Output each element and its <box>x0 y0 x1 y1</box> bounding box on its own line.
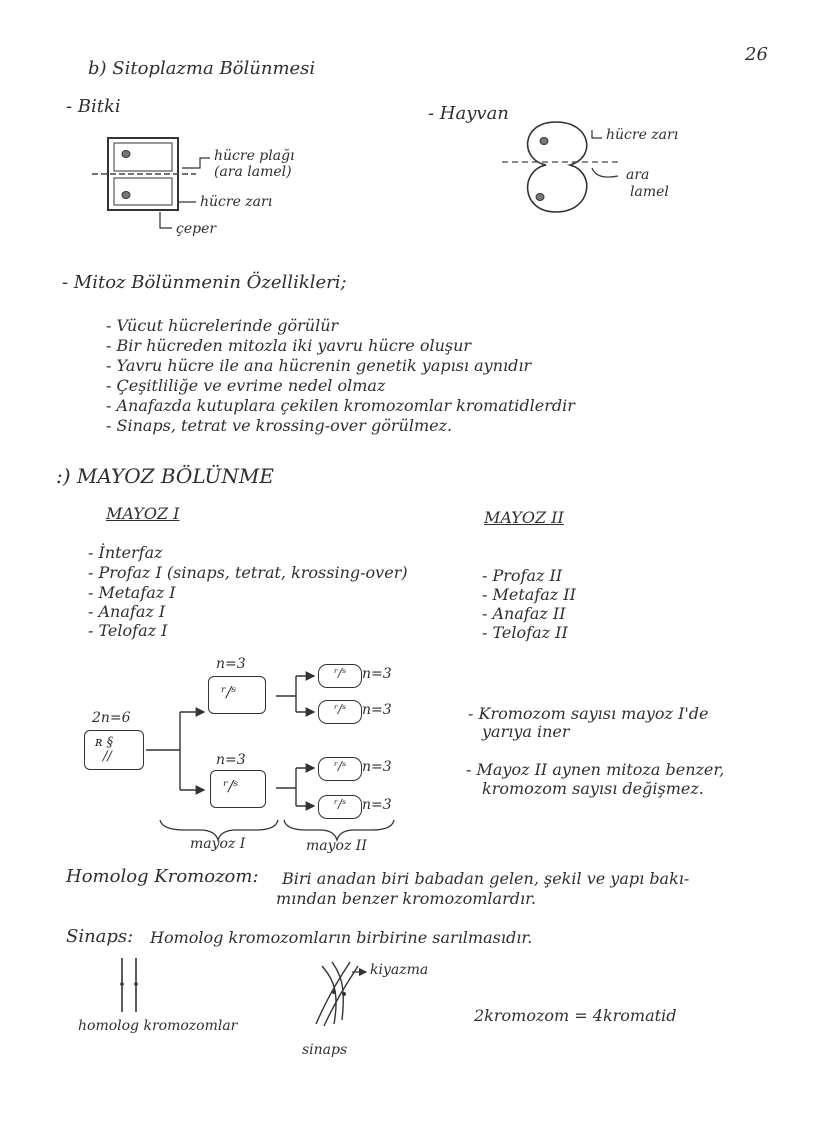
gamete-ploidy-label: n=3 <box>362 702 392 718</box>
meiosis-note-2-line-1: - Mayoz II aynen mitoza benzer, <box>466 760 725 779</box>
list-item: - Anafazda kutuplara çekilen kromozomlar kromatidlerdir <box>106 396 575 415</box>
homolog-definition-line-2: mından benzer kromozomlardır. <box>276 889 537 908</box>
meiosis-1-heading: MAYOZ I <box>106 504 180 523</box>
plant-cell-plate-label: hücre plağı <box>214 148 295 164</box>
list-item: - Bir hücreden mitozla iki yavru hücre oluşur <box>106 336 472 355</box>
mid-ploidy-label-bottom: n=3 <box>216 752 246 768</box>
list-item: - Çeşitliliğe ve evrime nedel olmaz <box>106 376 386 395</box>
animal-middle-lamella-label-1: ara <box>626 167 650 183</box>
plant-cell-wall-label: çeper <box>176 221 217 237</box>
brace-label-meiosis-2: mayoz II <box>306 838 367 854</box>
chromosome-icon: ʳ/ˢ <box>333 702 347 716</box>
section-b-title: b) Sitoplazma Bölünmesi <box>88 58 316 79</box>
list-item: - Profaz I (sinaps, tetrat, krossing-over) <box>88 563 408 582</box>
list-item: - Metafaz II <box>482 585 576 604</box>
mid-ploidy-label-top: n=3 <box>216 656 246 672</box>
list-item: - Yavru hücre ile ana hücrenin genetik yapısı aynıdır <box>106 356 532 375</box>
animal-label: - Hayvan <box>428 103 509 124</box>
animal-middle-lamella-label-2: lamel <box>630 184 669 200</box>
list-item: - Metafaz I <box>88 583 176 602</box>
homolog-term: Homolog Kromozom: <box>66 866 259 887</box>
plant-cell-membrane-label: hücre zarı <box>200 194 273 210</box>
chromosome-icon: ʳ/ˢ <box>221 683 237 701</box>
chromosome-icon: // <box>103 749 112 764</box>
gamete-ploidy-label: n=3 <box>362 666 392 682</box>
meiosis-2-heading: MAYOZ II <box>484 508 564 527</box>
meiosis-note-2-line-2: kromozom sayısı değişmez. <box>482 779 704 798</box>
list-item: - Vücut hücrelerinde görülür <box>106 316 339 335</box>
homolog-definition-line-1: Biri anadan biri babadan gelen, şekil ve yapı bakı- <box>282 869 690 888</box>
chromosome-icon: ʳ/ˢ <box>333 666 347 680</box>
meiosis-title: :) MAYOZ BÖLÜNME <box>56 464 274 488</box>
meiosis-note-1-line-1: - Kromozom sayısı mayoz I'de <box>468 704 709 723</box>
sinaps-term: Sinaps: <box>66 926 134 947</box>
brace-label-meiosis-1: mayoz I <box>190 836 246 852</box>
gamete-ploidy-label: n=3 <box>362 797 392 813</box>
gamete-ploidy-label: n=3 <box>362 759 392 775</box>
list-item: - Telofaz I <box>88 621 168 640</box>
chromosome-icon: ʳ/ˢ <box>333 797 347 811</box>
plant-middle-lamella-label: (ara lamel) <box>214 164 292 180</box>
chromosome-chromatid-equation: 2kromozom = 4kromatid <box>474 1006 677 1025</box>
parent-ploidy-label: 2n=6 <box>92 710 131 726</box>
page-number: 26 <box>745 44 768 65</box>
sinaps-definition: Homolog kromozomların birbirine sarılmasıdır. <box>150 928 533 947</box>
homolog-chromosomes-caption: homolog kromozomlar <box>78 1018 238 1034</box>
mitosis-features-title: - Mitoz Bölünmenin Özellikleri; <box>62 272 347 293</box>
list-item: - İnterfaz <box>88 543 163 562</box>
chromosome-icon: ʀ § <box>95 735 114 750</box>
list-item: - Sinaps, tetrat ve krossing-over görülmez. <box>106 416 453 435</box>
chromosome-icon: ʳ/ˢ <box>223 777 239 795</box>
chromosome-icon: ʳ/ˢ <box>333 759 347 773</box>
sinaps-caption: sinaps <box>302 1042 348 1058</box>
list-item: - Profaz II <box>482 566 563 585</box>
meiosis-note-1-line-2: yarıya iner <box>482 722 570 741</box>
animal-cell-membrane-label: hücre zarı <box>606 127 679 143</box>
chiasma-label: kiyazma <box>370 962 429 978</box>
plant-label: - Bitki <box>66 96 121 117</box>
list-item: - Anafaz I <box>88 602 166 621</box>
list-item: - Telofaz II <box>482 623 568 642</box>
list-item: - Anafaz II <box>482 604 566 623</box>
